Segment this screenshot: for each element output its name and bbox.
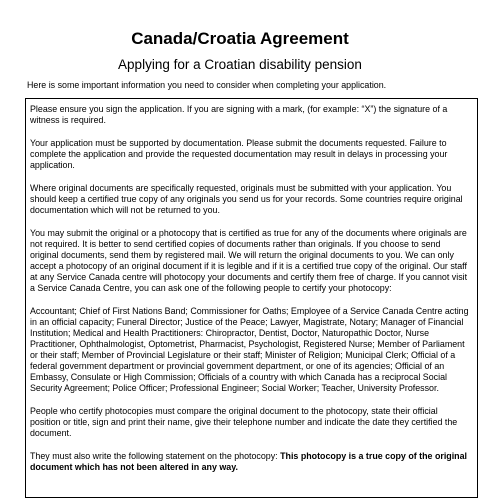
information-box xyxy=(25,98,478,498)
certification-requirements-paragraph: People who certify photocopies must compare the original document to the photocopy, state their official position or title, sign and print their name, give their telephone number and indicate the date they certified the document. xyxy=(30,406,458,438)
intro-text: Here is some important information you need to consider when completing your application. xyxy=(27,80,387,90)
original-documents-paragraph: Where original documents are specifically requested, originals must be submitted with your application. You should keep a certified true copy of any originals you send us for your records. Some countries require original documentation which will not be returned to you. xyxy=(30,183,463,215)
documentation-paragraph: Your application must be supported by documentation. Please submit the documents requested. Failure to complete the application and provide the requested documentation may result in delays in processing your application. xyxy=(30,138,448,170)
information-box-content xyxy=(30,104,470,485)
document-subtitle: Applying for a Croatian disability pension xyxy=(118,57,362,72)
certifiers-list-paragraph: Accountant; Chief of First Nations Band; Commissioner for Oaths; Employee of a Service Canada Centre acting in an official capacity; Funeral Director; Justice of the Peace; Lawyer, Magistrate, Notary; Manager of Financial Institution; Medical and Health Practitioners: Chiropractor, Dentist, Doctor, Naturopathic Doctor, Nurse Practitioner, Ophthalmologist, Optometrist, Pharmacist, Psychologist, Registered Nurse; Member of Parliament or their staff; Member of Provincial Legislature or their staff; Minister of Religion; Municipal Clerk; Official of a federal government department or provincial government department, or one of its agencies; Official of an Embassy, Consulate or High Commission; Officials of a country with which Canada has a reciprocal Social Security Agreement; Police Officer; Professional Engineer; Social Worker; Teacher, University Professor. xyxy=(30,306,469,393)
signature-paragraph: Please ensure you sign the application. If you are signing with a mark, (for example: “X”) the signature of a witness is required. xyxy=(30,104,448,125)
statement-lead-text: They must also write the following statement on the photocopy: xyxy=(30,451,281,461)
statement-paragraph xyxy=(30,451,470,473)
photocopy-paragraph: You may submit the original or a photocopy that is certified as true for any of the documents where originals are not required. It is better to send certified copies of documents rather than originals. If you choose to send original documents, send them by registered mail. We will return the original documents to you. We can only accept a photocopy of an original document if it is legible and if it is a certified true copy of the original. Our staff at any Service Canada centre will photocopy your documents and certify them free of charge. If you cannot visit a Service Canada Centre, you can ask one of the following people to certify your photocopy: xyxy=(30,228,468,293)
statement-bold-text: This photocopy is a true copy of the original document which has not been altered in any way. xyxy=(30,451,468,472)
document-title: Canada/Croatia Agreement xyxy=(131,29,349,48)
